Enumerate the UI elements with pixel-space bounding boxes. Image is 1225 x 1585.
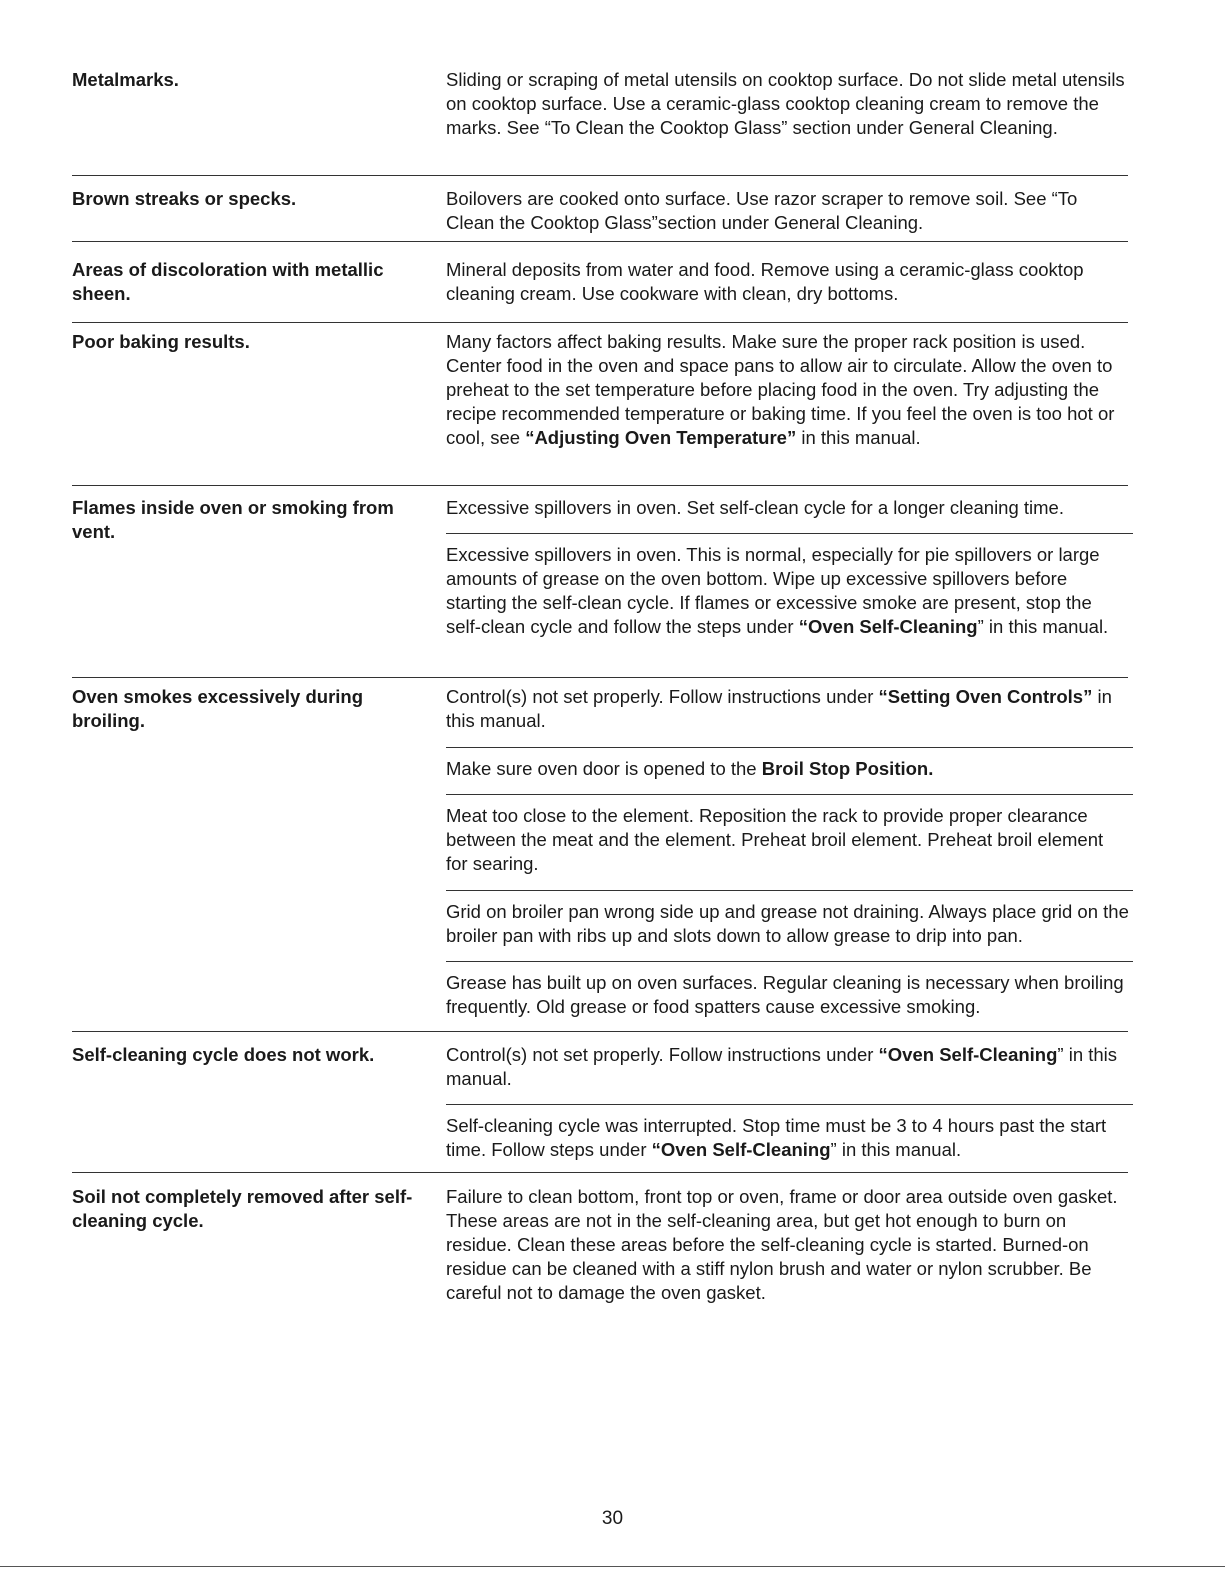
solution-cell <box>446 971 1129 1019</box>
sub-row-divider <box>446 890 1133 891</box>
solution-cell <box>446 757 1129 781</box>
solution-text: Many factors affect baking results. Make sure the proper rack position is used. Center food in the oven and space pans to allow air to circulate. Allow the oven to preheat to the set temperature before placing food in the oven. Try adjusting the recipe recommended temperature or baking time. If you feel the oven is too hot or cool, see <box>446 331 1115 448</box>
solution-text: Excessive spillovers in oven. Set self-clean cycle for a longer cleaning time. <box>446 497 1064 518</box>
solution-text: Meat too close to the element. Reposition the rack to provide proper clearance between the meat and the element. Preheat broil element. Preheat broil element for searing. <box>446 805 1104 874</box>
solution-text: Control(s) not set properly. Follow instructions under <box>446 1044 879 1065</box>
solution-text: Mineral deposits from water and food. Remove using a ceramic-glass cooktop cleaning cream. Use cookware with clean, dry bottoms. <box>446 259 1084 304</box>
solution-cell <box>446 330 1129 450</box>
solution-cell <box>446 543 1129 639</box>
solution-cell <box>446 496 1129 520</box>
solution-cell <box>446 1043 1129 1091</box>
sub-row-divider <box>446 1104 1133 1105</box>
sub-row-divider <box>446 794 1133 795</box>
problem-cell: Soil not completely removed after self-cleaning cycle. <box>72 1186 413 1231</box>
problem-cell: Areas of discoloration with metallic sheen. <box>72 259 384 304</box>
solution-cell <box>446 1114 1129 1162</box>
solution-text: Excessive spillovers in oven. This is normal, especially for pie spillovers or large amounts of grease on the oven bottom. Wipe up excessive spillovers before starting the self-clean cycle. If flames or excessive smoke are present, stop the self-clean cycle and follow the steps under <box>446 544 1100 637</box>
solution-text: Grease has built up on oven surfaces. Regular cleaning is necessary when broiling frequently. Old grease or food spatters cause excessive smoking. <box>446 972 1124 1017</box>
bold-reference: “Oven Self-Cleaning <box>798 616 978 637</box>
row-divider <box>72 175 1128 176</box>
problem-cell: Poor baking results. <box>72 331 250 352</box>
problem-cell: Oven smokes excessively during broiling. <box>72 686 364 731</box>
solution-text: Control(s) not set properly. Follow instructions under <box>446 686 879 707</box>
solution-text: Grid on broiler pan wrong side up and grease not draining. Always place grid on the broiler pan with ribs up and slots down to allow grease to drip into pan. <box>446 901 1129 946</box>
bold-reference: “Adjusting Oven Temperature” <box>525 427 797 448</box>
row-divider <box>72 1172 1128 1173</box>
row-divider <box>72 1031 1128 1032</box>
solution-cell <box>446 68 1129 140</box>
bold-reference: Broil Stop Position. <box>761 758 934 779</box>
solution-text: Boilovers are cooked onto surface. Use razor scraper to remove soil. See “To Clean the Cooktop Glass”section under General Cleaning. <box>446 188 1078 233</box>
bold-reference: “Oven Self-Cleaning <box>651 1139 831 1160</box>
solution-cell <box>446 1185 1129 1305</box>
sub-row-divider <box>446 533 1133 534</box>
solution-text: ” in this manual. <box>446 1044 1118 1089</box>
sub-row-divider <box>446 747 1133 748</box>
solution-text: Failure to clean bottom, front top or oven, frame or door area outside oven gasket. These areas are not in the self-cleaning area, but get hot enough to burn on residue. Clean these areas before the self-cleaning cycle is started. Burned-on residue can be cleaned with a stiff nylon brush and water or nylon scrubber. Be careful not to damage the oven gasket. <box>446 1186 1118 1303</box>
solution-text: ” in this manual. <box>977 616 1109 637</box>
problem-cell: Flames inside oven or smoking from vent. <box>72 497 394 542</box>
row-divider <box>72 677 1128 678</box>
row-divider <box>72 485 1128 486</box>
solution-text: ” in this manual. <box>830 1139 962 1160</box>
problem-cell: Brown streaks or specks. <box>72 188 297 209</box>
sub-row-divider <box>446 961 1133 962</box>
solution-text: Make sure oven door is opened to the <box>446 758 762 779</box>
solution-cell <box>446 804 1129 876</box>
solution-cell <box>446 900 1129 948</box>
solution-cell <box>446 258 1129 306</box>
solution-text: Self-cleaning cycle was interrupted. Stop time must be 3 to 4 hours past the start time. Follow steps under <box>446 1115 1107 1160</box>
solution-cell <box>446 187 1129 235</box>
problem-cell: Metalmarks. <box>72 69 179 90</box>
row-divider <box>72 241 1128 242</box>
page-bottom-edge <box>0 1566 1225 1567</box>
solution-cell <box>446 685 1129 733</box>
solution-text: in this manual. <box>446 686 1112 731</box>
solution-text: in this manual. <box>796 427 921 448</box>
bold-reference: “Oven Self-Cleaning <box>878 1044 1058 1065</box>
solution-text: Sliding or scraping of metal utensils on cooktop surface. Do not slide metal utensils on cooktop surface. Use a ceramic-glass cooktop cleaning cream to remove the marks. See “To Clean the Cooktop Glass” section under General Cleaning. <box>446 69 1125 138</box>
bold-reference: “Setting Oven Controls” <box>878 686 1093 707</box>
page-number: 30 <box>601 1508 624 1529</box>
row-divider <box>72 322 1128 323</box>
problem-cell: Self-cleaning cycle does not work. <box>72 1044 375 1065</box>
